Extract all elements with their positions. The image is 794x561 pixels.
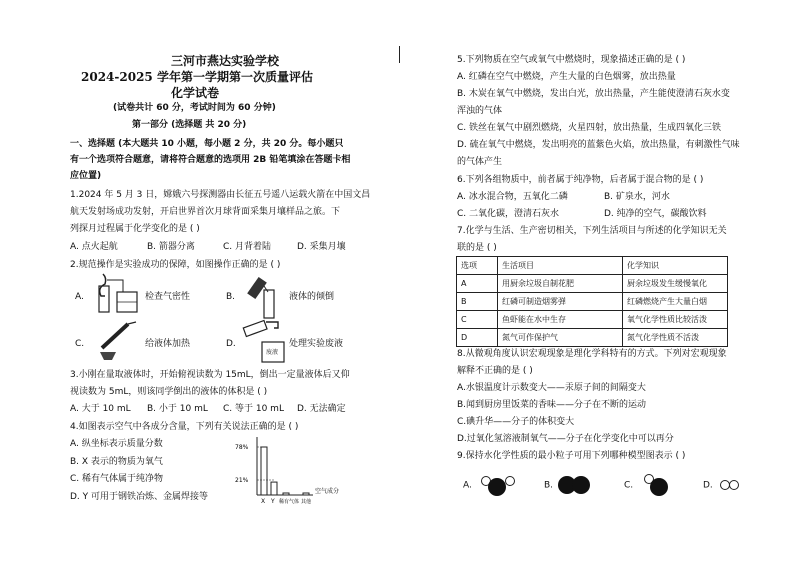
table-header-cell: 化学知识 [623, 257, 728, 275]
q3-option-d: D. 无法确定 [297, 404, 346, 414]
q2-label-d: D. [226, 339, 236, 349]
table-cell: 鱼虾能在水中生存 [498, 311, 623, 329]
q2-label-a-text: 检查气密性 [145, 292, 191, 302]
q8-option-c: C.碘升华——分子的体积变大 [457, 417, 575, 427]
q6-option-b: B. 矿泉水，河水 [604, 192, 670, 202]
school-title: 三河市燕达实验学校 [171, 54, 280, 68]
waste-disposal-figure [240, 318, 286, 364]
q9-option-c [624, 472, 676, 498]
table-cell: A [457, 275, 498, 293]
molecule-d-icon [716, 472, 744, 498]
q4-option-c: C. 稀有气体属于纯净物 [70, 474, 164, 484]
q9-option-b [544, 472, 596, 498]
q2-label-a: A. [75, 292, 84, 302]
liquid-heating-figure [92, 318, 142, 362]
instructions-line-1: 一、选择题 (本大题共 10 小题，每小题 2 分，共 20 分。每小题只 [70, 139, 344, 149]
q8-line-2: 解释不正确的是 ( ) [457, 366, 533, 376]
q5-line-d2: 的气体产生 [457, 157, 503, 167]
q3-line-2: 视读数为 5mL，则该同学倒出的液体的体积是 ( ) [70, 387, 268, 397]
q5-line-b2: 浑浊的气体 [457, 106, 503, 116]
q3-option-c: C. 等于 10 mL [223, 404, 284, 414]
q1-option-b: B. 箭器分离 [147, 242, 195, 252]
q9-option-c-label: C. [624, 480, 634, 491]
q2-label-c: C. [75, 339, 85, 349]
q9-option-a-label: A. [463, 480, 472, 491]
chart-bar-x [261, 447, 267, 495]
q2-label-d-text: 处理实验废液 [289, 339, 344, 349]
q1-option-d: D. 采集月壤 [297, 242, 346, 252]
air-composition-chart [233, 433, 345, 509]
molecule-b-icon [556, 472, 596, 498]
airtight-check-figure [93, 272, 143, 316]
q2-label-c-text: 给液体加热 [145, 339, 191, 349]
table-cell: 氮气可作保护气 [498, 329, 623, 347]
table-cell: 氧气化学性质比较活泼 [623, 311, 728, 329]
q5-line-a: A. 红磷在空气中燃烧，产生大量的白色烟雾，放出热量 [457, 72, 676, 82]
q6-option-c: C. 二氧化碳，澄清石灰水 [457, 209, 560, 219]
chart-y-tick-78: 78% [235, 444, 249, 451]
table-cell: 氮气化学性质不活泼 [623, 329, 728, 347]
q8-line-1: 8.从微观角度认识宏观现象是理化学科特有的方式。下列对宏观现象 [457, 349, 727, 359]
subject-title: 化学试卷 [171, 86, 220, 100]
q5-line-d1: D. 硫在氧气中燃烧，发出明亮的蓝紫色火焰，放出热量，有刺激性气味 [457, 140, 740, 150]
chart-bar-y [271, 482, 277, 495]
exam-info: (试卷共计 60 分，考试时间为 60 分钟) [113, 103, 276, 113]
chart-bar-other [303, 493, 309, 495]
q2-label-b: B. [226, 292, 236, 302]
q9-option-a [463, 472, 515, 498]
waste-beaker-label: 废液 [266, 349, 279, 356]
q2-stem: 2.规范操作是实验成功的保障，如图操作正确的是 ( ) [70, 260, 281, 270]
q9-option-d [703, 472, 744, 498]
q3-option-a: A. 大于 10 mL [70, 404, 131, 414]
instructions-line-3: 应位置) [70, 171, 102, 181]
q2-label-b-text: 液体的倾倒 [289, 292, 335, 302]
q8-option-d: D.过氧化氢溶液制氧气——分子在化学变化中可以再分 [457, 434, 674, 444]
q6-option-d: D. 纯净的空气，碳酸饮料 [604, 209, 707, 219]
q7-line-2: 联的是 ( ) [457, 243, 497, 253]
q9-option-d-label: D. [703, 480, 713, 491]
table-header-cell: 选项 [457, 257, 498, 275]
q5-line-c: C. 铁丝在氧气中剧烈燃烧，火星四射，放出热量，生成四氧化三铁 [457, 123, 722, 133]
table-cell: 用厨余垃圾自制花肥 [498, 275, 623, 293]
chart-x-label-y: Y [271, 498, 275, 505]
chart-x-label-other: 其他 [301, 499, 312, 505]
q3-line-1: 3.小刚在量取液体时，开始俯视读数为 15mL，倒出一定量液体后又仰 [70, 370, 350, 380]
table-cell: C [457, 311, 498, 329]
molecule-a-icon [475, 472, 515, 498]
table-cell: 厨余垃圾发生缓慢氧化 [623, 275, 728, 293]
table-cell: B [457, 293, 498, 311]
q4-option-d: D. Y 可用于钢铁冶炼、金属焊接等 [70, 492, 209, 502]
column-divider [399, 46, 400, 63]
table-cell: 红磷可制造烟雾弹 [498, 293, 623, 311]
table-row [457, 329, 728, 347]
part-title: 第一部分 (选择题 共 20 分) [132, 120, 247, 130]
chart-x-label-noble: 稀有气体 [279, 499, 300, 505]
table-header-row [457, 257, 728, 275]
table-cell: D [457, 329, 498, 347]
q1-option-a: A. 点火起航 [70, 242, 118, 252]
q6-option-a: A. 冰水混合物，五氧化二磷 [457, 192, 568, 202]
q9-stem: 9.保持水化学性质的最小粒子可用下列哪种模型图表示 ( ) [457, 451, 686, 461]
q1-line-3: 列探月过程属于化学变化的是 ( ) [70, 224, 200, 234]
q7-line-1: 7.化学与生活、生产密切相关，下列生活项目与所述的化学知识无关 [457, 226, 727, 236]
q6-stem: 6.下列各组物质中，前者属于纯净物，后者属于混合物的是 ( ) [457, 175, 704, 185]
q5-stem: 5.下列物质在空气或氧气中燃烧时，现象描述正确的是 ( ) [457, 55, 686, 65]
q1-line-2: 航天发射场成功发射，开启世界首次月球背面采集月壤样品之旅。下 [70, 207, 341, 217]
q3-option-b: B. 小于 10 mL [147, 404, 208, 414]
liquid-pouring-figure [244, 276, 288, 320]
table-row [457, 311, 728, 329]
chart-bar-noble-gas [283, 493, 289, 495]
q8-option-b: B.闻到厨房里饭菜的香味——分子在不断的运动 [457, 400, 647, 410]
q4-option-a: A. 纵坐标表示质量分数 [70, 439, 163, 449]
q7-table [456, 256, 728, 347]
table-row [457, 275, 728, 293]
q8-option-a: A.水银温度计示数变大——汞原子间的间隔变大 [457, 383, 646, 393]
molecule-c-icon [636, 472, 676, 498]
table-header-cell: 生活项目 [498, 257, 623, 275]
q1-line-1: 1.2024 年 5 月 3 日，嫦娥六号探测器由长征五号遥八运载火箭在中国文昌 [70, 190, 371, 200]
chart-y-tick-21: 21% [235, 477, 249, 484]
chart-x-axis-title: 空气成分 [315, 488, 340, 495]
chart-x-label-x: X [261, 498, 266, 505]
q5-line-b1: B. 木炭在氧气中燃烧，发出白光，放出热量，产生能使澄清石灰水变 [457, 89, 730, 99]
q4-stem: 4.如图表示空气中各成分含量，下列有关说法正确的是 ( ) [70, 422, 299, 432]
table-row [457, 293, 728, 311]
instructions-line-2: 有一个选项符合题意，请将符合题意的选项用 2B 铅笔填涂在答题卡相 [70, 155, 351, 165]
q9-option-b-label: B. [544, 480, 554, 491]
q4-option-b: B. X 表示的物质为氧气 [70, 457, 163, 467]
q1-option-c: C. 月背着陆 [223, 242, 272, 252]
term-title: 2024-2025 学年第一学期第一次质量评估 [81, 70, 313, 84]
table-cell: 红磷燃烧产生大量白烟 [623, 293, 728, 311]
